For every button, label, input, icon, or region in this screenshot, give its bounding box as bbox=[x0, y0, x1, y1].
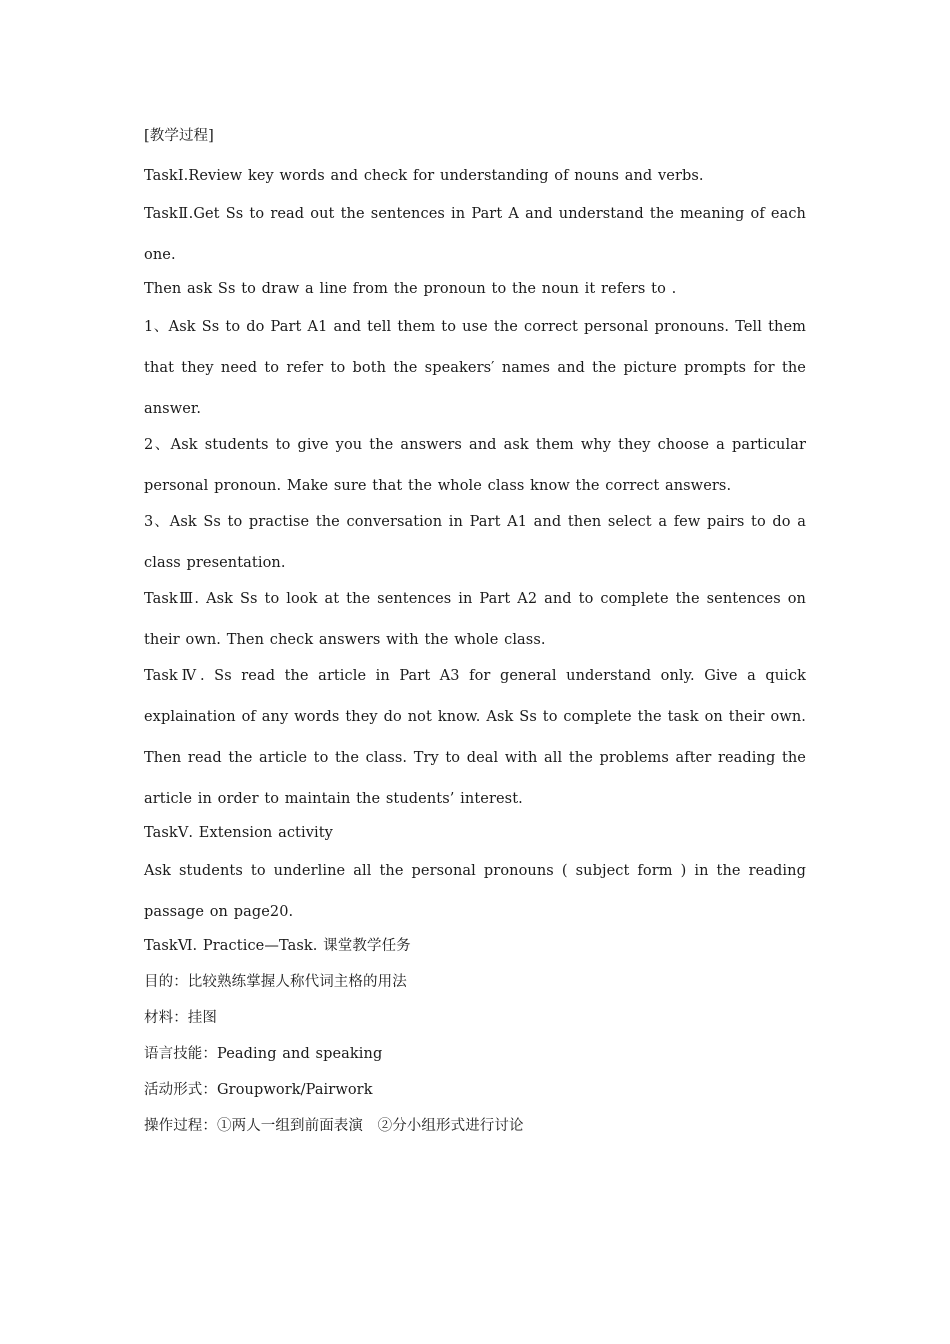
activity-form-line: 活动形式：Groupwork/Pairwork bbox=[144, 1082, 373, 1098]
task-1: TaskⅠ.Review key words and check for understanding of nouns and verbs. bbox=[144, 168, 704, 184]
goal-line: 目的：比较熟练掌握人称代词主格的用法 bbox=[144, 974, 407, 990]
task-5: TaskⅤ. Extension activity bbox=[144, 825, 333, 841]
section-heading: [教学过程] bbox=[144, 128, 214, 144]
task-2: TaskⅡ.Get Ss to read out the sentences in Part A and understand the meaning of each one. bbox=[144, 206, 806, 263]
materials-line: 材料：挂图 bbox=[144, 1010, 217, 1026]
step-3: 3、Ask Ss to practise the conversation in Part A1 and then select a few pairs to do a class presentation. bbox=[144, 514, 806, 571]
task-6: TaskⅥ. Practice—Task. 课堂教学任务 bbox=[144, 938, 411, 954]
step-1: 1、Ask Ss to do Part A1 and tell them to use the correct personal pronouns. Tell them that they need to refer to both the speakers′ names and the picture prompts for the answer. bbox=[144, 319, 806, 417]
task-5-instruction: Ask students to underline all the personal pronouns ( subject form ) in the reading passage on page20. bbox=[144, 863, 806, 920]
task-3: TaskⅢ. Ask Ss to look at the sentences in Part A2 and to complete the sentences on their own. Then check answers with the whole class. bbox=[144, 591, 806, 648]
document-body bbox=[144, 122, 806, 1144]
task-2-instruction: Then ask Ss to draw a line from the pronoun to the noun it refers to . bbox=[144, 281, 677, 297]
step-2: 2、Ask students to give you the answers and ask them why they choose a particular personal pronoun. Make sure that the whole class know the correct answers. bbox=[144, 437, 806, 494]
skills-line: 语言技能：Peading and speaking bbox=[144, 1046, 383, 1062]
task-4: TaskⅣ. Ss read the article in Part A3 for general understand only. Give a quick explaination of any words they do not know. Ask Ss to complete the task on their own. Then read the article to the class. Try to deal with all the problems after reading the article in order to maintain the students’ interest. bbox=[144, 668, 806, 807]
procedure-line: 操作过程：①两人一组到前面表演 ②分小组形式进行讨论 bbox=[144, 1118, 524, 1134]
